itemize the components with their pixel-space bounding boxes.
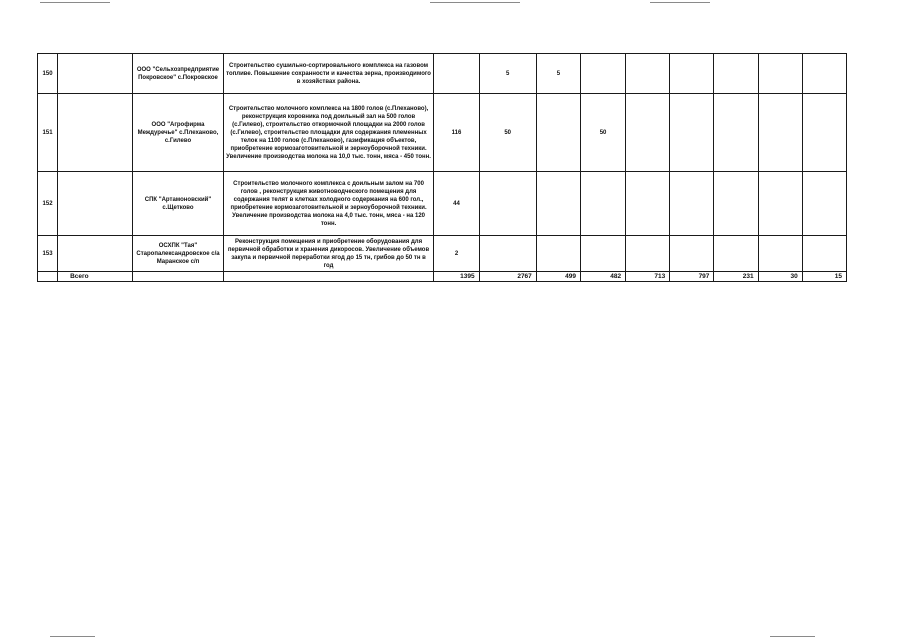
total-value: 1395 <box>434 272 479 282</box>
scan-artifact-top-left <box>40 2 110 3</box>
total-value: 499 <box>536 272 580 282</box>
organization-cell: ООО "Сельхозпредприятие Покровское" с.Покровское <box>133 54 223 94</box>
row-number: 150 <box>38 54 58 94</box>
value-cell <box>802 236 846 272</box>
value-cell <box>758 236 802 272</box>
value-cell <box>714 54 758 94</box>
value-cell <box>536 236 580 272</box>
project-description-cell: Реконструкция помещения и приобретение оборудования для первичной обработки и хранения дикоросов. Увеличение объемов закупа и первичной переработки ягод до 15 тн, грибов до 50 тн в год <box>223 236 434 272</box>
value-cell <box>714 94 758 172</box>
value-cell <box>670 172 714 236</box>
value-cell <box>670 236 714 272</box>
table-row <box>38 172 847 236</box>
value-cell <box>626 54 670 94</box>
empty-cell <box>58 172 133 236</box>
scan-artifact-bottom-right <box>770 636 815 637</box>
value-cell <box>802 94 846 172</box>
value-cell <box>626 236 670 272</box>
project-description-cell: Строительство молочного комплекса на 1800 голов (с.Плеханово), реконструкция коровника под доильный зал на 500 голов (с.Гилево), строительство откормочной площадки на 2000 голов (с.Гилево), строительство площадки для содержания племенных телок на 1100 голов (с.Плеханово), газификация объектов, приобретение кормозаготовительной и зерноуборочной техники. Увеличение производства молока на 10,0 тыс. тонн, мяса - 450 тонн. <box>223 94 434 172</box>
value-cell: 50 <box>580 94 625 172</box>
value-cell <box>626 94 670 172</box>
value-cell <box>580 236 625 272</box>
value-cell <box>714 172 758 236</box>
organization-cell: ООО "Агрофирма Междуречье" с.Плеханово, с.Гилево <box>133 94 223 172</box>
value-cell <box>580 54 625 94</box>
value-cell <box>626 172 670 236</box>
total-row <box>38 272 847 282</box>
project-description-cell: Строительство молочного комплекса с доильным залом на 700 голов , реконструкция животноводческого помещения для содержания телят в клетках холодного содержания на 600 гол., приобретение кормозаготовительной и зерноуборочной техники. Увеличение производства молока на 4,0 тыс. тонн, мяса - на 120 тонн. <box>223 172 434 236</box>
value-cell <box>670 94 714 172</box>
value-cell <box>670 54 714 94</box>
empty-cell <box>58 236 133 272</box>
value-cell <box>580 172 625 236</box>
empty-cell <box>58 54 133 94</box>
scan-artifact-bottom-left <box>50 636 95 637</box>
value-cell <box>758 54 802 94</box>
value-cell <box>479 172 536 236</box>
total-value: 15 <box>802 272 846 282</box>
empty-cell <box>38 272 58 282</box>
value-cell: 44 <box>434 172 479 236</box>
value-cell <box>536 94 580 172</box>
value-cell <box>434 54 479 94</box>
empty-cell <box>223 272 434 282</box>
total-value: 713 <box>626 272 670 282</box>
project-description-cell: Строительство сушильно-сортировального комплекса на газовом топливе. Повышение сохранности и качества зерна, производимого в хозяйствах района. <box>223 54 434 94</box>
table-row <box>38 236 847 272</box>
value-cell <box>758 94 802 172</box>
empty-cell <box>58 94 133 172</box>
scan-artifact-top-right <box>650 2 710 3</box>
row-number: 151 <box>38 94 58 172</box>
total-value: 797 <box>670 272 714 282</box>
table-row <box>38 54 847 94</box>
total-value: 2767 <box>479 272 536 282</box>
value-cell <box>802 54 846 94</box>
organization-cell: СПК "Артамоновский" с.Щетково <box>133 172 223 236</box>
value-cell: 5 <box>536 54 580 94</box>
value-cell <box>758 172 802 236</box>
table-row <box>38 94 847 172</box>
scan-artifact-top-mid <box>430 2 520 3</box>
value-cell <box>714 236 758 272</box>
value-cell <box>536 172 580 236</box>
total-label: Всего <box>58 272 133 282</box>
total-value: 482 <box>580 272 625 282</box>
value-cell: 2 <box>434 236 479 272</box>
empty-cell <box>133 272 223 282</box>
total-value: 231 <box>714 272 758 282</box>
row-number: 153 <box>38 236 58 272</box>
row-number: 152 <box>38 172 58 236</box>
value-cell: 116 <box>434 94 479 172</box>
value-cell <box>802 172 846 236</box>
value-cell <box>479 236 536 272</box>
total-value: 30 <box>758 272 802 282</box>
investment-projects-table <box>37 53 847 282</box>
value-cell: 5 <box>479 54 536 94</box>
organization-cell: ОСХПК "Тая" Старопалександровское с/а Маранское с/п <box>133 236 223 272</box>
value-cell: 50 <box>479 94 536 172</box>
